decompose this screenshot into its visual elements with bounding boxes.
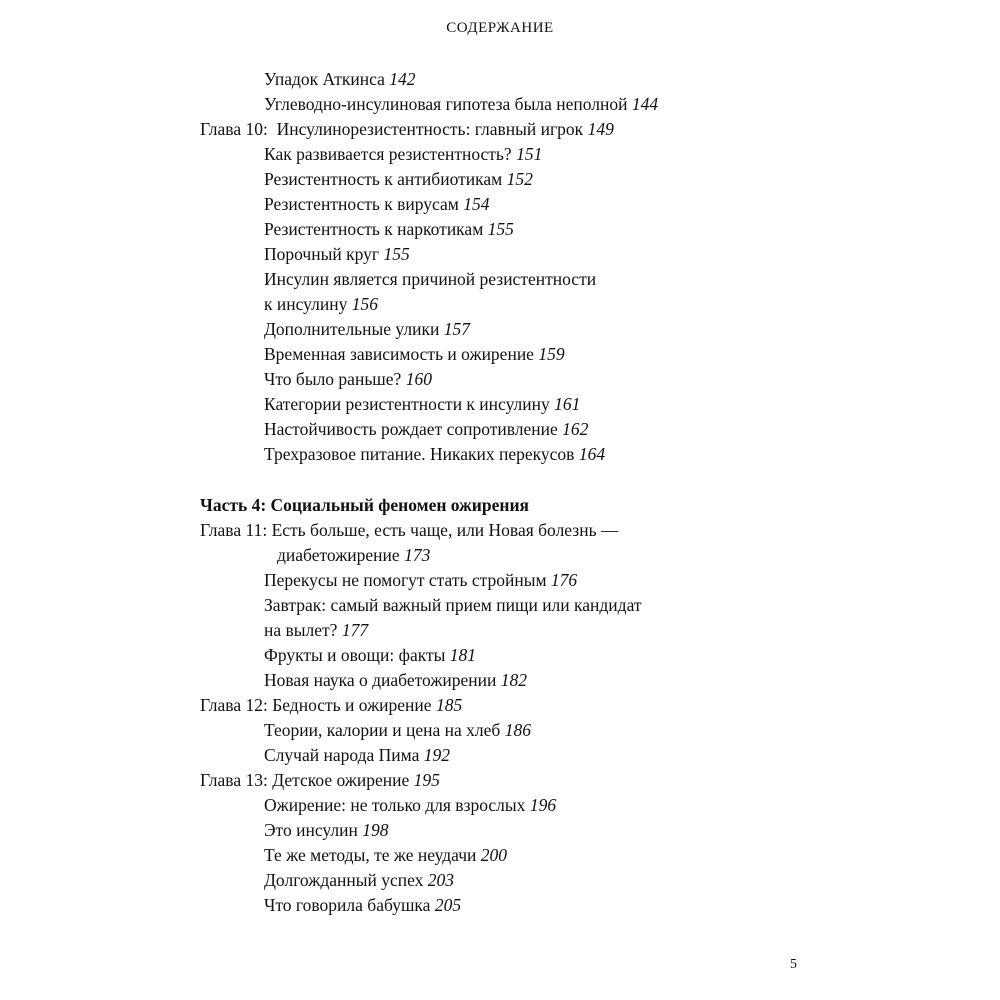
toc-entry-title: Порочный круг: [264, 244, 380, 264]
toc-part-title: Часть 4: Социальный феномен ожирения: [200, 495, 530, 515]
toc-entry-page: 196: [529, 795, 557, 815]
toc-entry-page: 159: [538, 344, 565, 364]
toc-entry-title: на вылет?: [264, 620, 338, 640]
page-header: СОДЕРЖАНИЕ: [446, 20, 554, 36]
toc-entry-page: 155: [487, 219, 514, 239]
toc-entry-title: Категории резистентности к инсулину: [264, 394, 550, 414]
page-number: 5: [790, 957, 797, 972]
toc-entry-page: 198: [362, 820, 389, 840]
toc-entry-page: 185: [435, 695, 463, 715]
toc-entry-title: Это инсулин: [264, 820, 358, 840]
toc-entry-page: 176: [550, 570, 578, 590]
toc-entry-page: 152: [506, 169, 533, 189]
toc-entry-page: 162: [562, 419, 589, 439]
toc-chapter-label: Глава 13:: [200, 770, 268, 790]
toc-entry-page: 186: [504, 720, 531, 740]
toc-entry: [264, 719, 531, 741]
toc-entry-title: к инсулину: [264, 294, 348, 314]
toc-entry-title: Дополнительные улики: [264, 319, 440, 339]
toc-entry: [264, 418, 588, 440]
toc-entry: [264, 318, 470, 340]
toc-entry: [264, 268, 596, 290]
toc-entry: [264, 393, 580, 415]
toc-entry-page: 182: [500, 670, 528, 690]
toc-entry-page: 181: [449, 645, 477, 665]
toc-entry-page: 173: [404, 545, 431, 565]
toc-entry-title: Теории, калории и цена на хлеб: [264, 720, 501, 740]
toc-entry-title: Завтрак: самый важный прием пищи или кандидат: [264, 595, 642, 615]
toc-entry-page: 156: [351, 294, 378, 314]
toc-chapter-label: Глава 11:: [200, 520, 268, 540]
toc-entry-title: Настойчивость рождает сопротивление: [264, 419, 558, 439]
toc-entry: [264, 343, 565, 365]
toc-entry-title: Инсулин является причиной резистентности: [264, 269, 597, 289]
toc-entry-page: 155: [383, 244, 410, 264]
toc-entry: [264, 168, 533, 190]
toc-entry-page: 200: [480, 845, 507, 865]
toc-entry: [264, 869, 454, 891]
toc-entry-title: Инсулинорезистентность: главный игрок: [276, 119, 584, 139]
toc-entry-page: 177: [341, 620, 369, 640]
toc-entry-title: Углеводно-инсулиновая гипотеза была неполной: [264, 94, 628, 114]
toc-chapter: [200, 118, 614, 140]
toc-entry-page: 203: [427, 870, 455, 890]
toc-entry-page: 164: [578, 444, 606, 464]
toc-entry: [264, 619, 368, 641]
toc-entry-page: 161: [554, 394, 581, 414]
toc-entry: [264, 243, 410, 265]
toc-entry: [264, 794, 556, 816]
toc-entry-title: Ожирение: не только для взрослых: [264, 795, 526, 815]
toc-entry: [264, 744, 450, 766]
toc-entry: [264, 443, 605, 465]
toc-entry-title: Резистентность к наркотикам: [264, 219, 484, 239]
toc-entry: [264, 293, 378, 315]
toc-part-heading: [200, 494, 529, 516]
toc-chapter: [200, 769, 440, 791]
toc-entry-title: Детское ожирение: [272, 770, 410, 790]
toc-entry: [264, 368, 432, 390]
toc-entry-title: Трехразовое питание. Никаких перекусов: [264, 444, 575, 464]
toc-entry-page: 149: [587, 119, 614, 139]
toc-entry-title: Упадок Аткинса: [264, 69, 385, 89]
toc-entry: [264, 894, 461, 916]
toc-entry-page: 205: [434, 895, 462, 915]
toc-entry-title: Что говорила бабушка: [264, 895, 431, 915]
toc-entry-title: Долгожданный успех: [264, 870, 424, 890]
toc-entry: [264, 569, 577, 591]
toc-entry-title: Резистентность к вирусам: [264, 194, 459, 214]
toc-entry-title: Фрукты и овощи: факты: [264, 645, 446, 665]
toc-entry-title: Случай народа Пима: [264, 745, 420, 765]
toc-entry-title: Временная зависимость и ожирение: [264, 344, 534, 364]
toc-entry-page: 192: [423, 745, 450, 765]
toc-entry-page: 160: [405, 369, 432, 389]
toc-entry-page: 157: [443, 319, 471, 339]
toc-entry-title: Есть больше, есть чаще, или Новая болезнь —: [271, 520, 619, 540]
toc-entry: [277, 544, 430, 566]
toc-entry-title: Бедность и ожирение: [272, 695, 432, 715]
toc-entry-title: Как развивается резистентность?: [264, 144, 512, 164]
toc-entry-page: 142: [389, 69, 416, 89]
toc-entry: [264, 669, 527, 691]
toc-chapter: [200, 519, 618, 541]
toc-entry: [264, 218, 514, 240]
toc-entry-page: 144: [631, 94, 659, 114]
toc-entry: [264, 68, 416, 90]
toc-entry: [264, 644, 476, 666]
toc-entry: [264, 143, 542, 165]
toc-entry: [264, 844, 507, 866]
toc-entry-title: Перекусы не помогут стать стройным: [264, 570, 547, 590]
toc-entry-title: Те же методы, те же неудачи: [264, 845, 477, 865]
toc-entry: [264, 93, 658, 115]
toc-chapter: [200, 694, 462, 716]
toc-entry-title: Что было раньше?: [264, 369, 402, 389]
toc-entry-title: Новая наука о диабетожирении: [264, 670, 497, 690]
toc-chapter-label: Глава 12:: [200, 695, 268, 715]
toc-entry-page: 154: [463, 194, 490, 214]
toc-entry-title: диабетожирение: [277, 545, 400, 565]
toc-entry: [264, 819, 388, 841]
toc-chapter-label: Глава 10:: [200, 119, 268, 139]
toc-entry-title: Резистентность к антибиотикам: [264, 169, 503, 189]
toc-entry-page: 195: [413, 770, 440, 790]
toc-entry: [264, 594, 642, 616]
toc-entry: [264, 193, 490, 215]
toc-entry-page: 151: [516, 144, 543, 164]
